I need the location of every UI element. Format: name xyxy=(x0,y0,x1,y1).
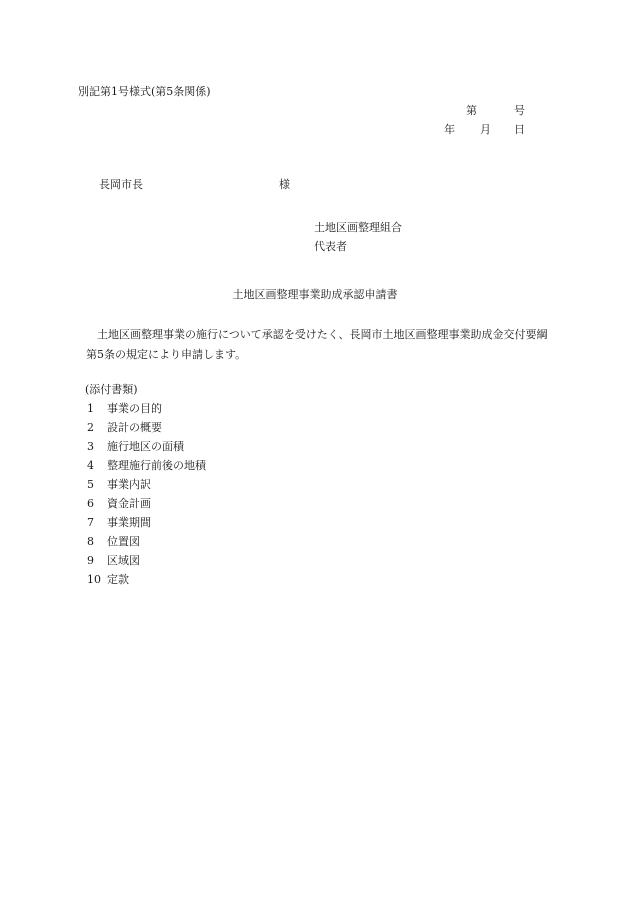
attachment-item xyxy=(87,555,206,574)
document-title: 土地区画整理事業助成承認申請書 xyxy=(232,288,398,301)
attachment-item xyxy=(87,422,206,441)
addressee-name: 長岡市長 xyxy=(99,178,143,191)
addressee-honorific: 様 xyxy=(279,178,290,191)
attachment-label: 事業期間 xyxy=(107,516,151,529)
attachment-index: 1 xyxy=(87,402,94,415)
attachment-item xyxy=(87,536,206,555)
document-number-dai: 第 xyxy=(466,104,477,117)
attachment-item xyxy=(87,403,206,422)
attachment-index: 5 xyxy=(87,478,94,491)
attachment-index: 7 xyxy=(87,516,94,529)
attachment-item xyxy=(87,479,206,498)
applicant-organization: 土地区画整理組合 xyxy=(314,221,402,234)
attachment-label: 資金計画 xyxy=(107,497,151,510)
attachments-list xyxy=(87,403,206,593)
form-number: 別記第1号様式(第5条関係) xyxy=(78,85,211,98)
attachment-index: 10 xyxy=(87,573,101,586)
attachment-index: 6 xyxy=(87,497,94,510)
document-number-go: 号 xyxy=(514,104,525,117)
body-paragraph: 土地区画整理事業の施行について承認を受けたく、長岡市土地区画整理事業助成金交付要綱第5条の規定により申請します。 xyxy=(86,328,548,361)
date-year-label: 年 xyxy=(444,123,455,136)
attachment-index: 3 xyxy=(87,440,94,453)
attachment-label: 定款 xyxy=(107,573,129,586)
date-day-label: 日 xyxy=(514,123,525,136)
applicant-representative: 代表者 xyxy=(314,240,347,253)
attachment-index: 9 xyxy=(87,554,94,567)
attachment-item xyxy=(87,498,206,517)
attachment-label: 設計の概要 xyxy=(107,421,162,434)
attachment-item xyxy=(87,517,206,536)
attachment-label: 施行地区の面積 xyxy=(107,440,184,453)
attachment-index: 8 xyxy=(87,535,94,548)
attachment-label: 位置図 xyxy=(107,535,140,548)
date-month-label: 月 xyxy=(480,123,491,136)
attachment-label: 区域図 xyxy=(107,554,140,567)
attachment-label: 事業内訳 xyxy=(107,478,151,491)
attachment-item xyxy=(87,441,206,460)
attachments-heading: (添付書類) xyxy=(85,383,138,396)
attachment-item xyxy=(87,460,206,479)
attachment-item xyxy=(87,574,206,593)
attachment-index: 2 xyxy=(87,421,94,434)
attachment-index: 4 xyxy=(87,459,94,472)
attachment-label: 整理施行前後の地積 xyxy=(107,459,206,472)
attachment-label: 事業の目的 xyxy=(107,402,162,415)
